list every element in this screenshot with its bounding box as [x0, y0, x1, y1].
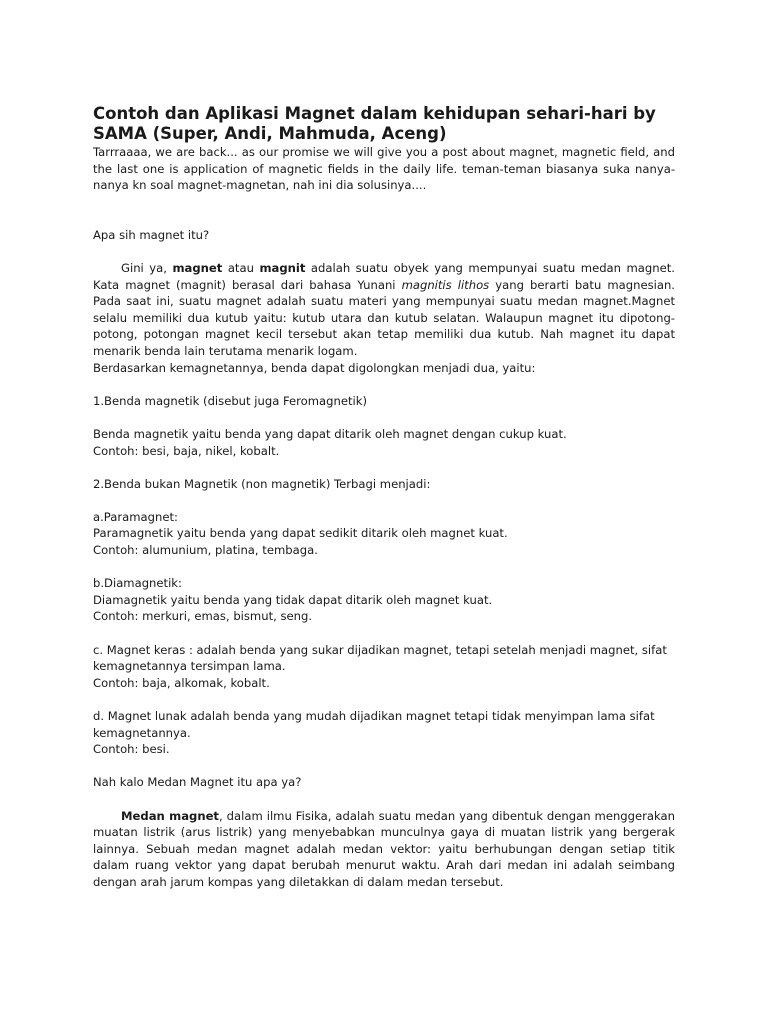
document-title: Contoh dan Aplikasi Magnet dalam kehidupan sehari-hari by SAMA (Super, Andi, Mahmuda, Aceng) [93, 104, 656, 143]
paramagnet-example: Contoh: alumunium, platina, tembaga. [93, 543, 318, 558]
hard-magnet-description: c. Magnet keras : adalah benda yang sukar dijadikan magnet, tetapi setelah menjadi magnet, sifat kemagnetannya tersimpan lama. [93, 642, 667, 674]
question-magnetic-field: Nah kalo Medan Magnet itu apa ya? [93, 775, 302, 790]
paramagnet-description: Paramagnetik yaitu benda yang dapat sedikit ditarik oleh magnet kuat. [93, 526, 508, 541]
diamagnet-description: Diamagnetik yaitu benda yang tidak dapat ditarik oleh magnet kuat. [93, 592, 493, 607]
classification-intro: Berdasarkan kemagnetannya, benda dapat digolongkan menjadi dua, yaitu: [93, 360, 536, 375]
magnet-definition-paragraph: Gini ya, magnet atau magnit adalah suatu obyek yang mempunyai suatu medan magnet. Kata magnet (magnit) berasal dari bahasa Yunani magnitis lithos yang berarti batu magnesian. Pada saat ini, suatu magnet adalah suatu materi yang mempunyai suatu medan magnet.Magnet selalu memiliki dua kutub yaitu: kutub utara dan kutub selatan. Walaupun magnet itu dipotong-potong, potongan magnet kecil tersebut akan tetap memiliki dua kutub. Nah magnet itu dapat menarik benda lain terutama menarik logam. [93, 260, 675, 358]
section-1-heading: 1.Benda magnetik (disebut juga Feromagnetik) [93, 393, 367, 408]
paramagnet-heading: a.Paramagnet: [93, 509, 178, 524]
section-2-heading: 2.Benda bukan Magnetik (non magnetik) Terbagi menjadi: [93, 476, 431, 491]
intro-paragraph: Tarrraaaa, we are back... as our promise we will give you a post about magnet, magnetic field, and the last one is application of magnetic fields in the daily life. teman-teman biasanya suka nanya-nanya kn soal magnet-magnetan, nah ini dia solusinya.... [93, 145, 675, 193]
question-magnet: Apa sih magnet itu? [93, 227, 210, 242]
section-1-description: Benda magnetik yaitu benda yang dapat ditarik oleh magnet dengan cukup kuat. [93, 426, 567, 441]
document-body [93, 104, 675, 891]
diamagnet-example: Contoh: merkuri, emas, bismut, seng. [93, 609, 313, 624]
section-1-example: Contoh: besi, baja, nikel, kobalt. [93, 443, 280, 458]
magnetic-field-paragraph: Medan magnet, dalam ilmu Fisika, adalah suatu medan yang dibentuk dengan menggerakan muatan listrik (arus listrik) yang menyebabkan munculnya gaya di muatan listrik yang bergerak lainnya. Sebuah medan magnet adalah medan vektor: yaitu berhubungan dengan setiap titik dalam ruang vektor yang dapat berubah menurut waktu. Arah dari medan ini adalah seimbang dengan arah jarum kompas yang diletakkan di dalam medan tersebut. [93, 808, 675, 889]
hard-magnet-example: Contoh: baja, alkomak, kobalt. [93, 675, 270, 690]
diamagnet-heading: b.Diamagnetik: [93, 576, 182, 591]
soft-magnet-description: d. Magnet lunak adalah benda yang mudah dijadikan magnet tetapi tidak menyimpan lama sifat kemagnetannya. [93, 709, 655, 740]
soft-magnet-example: Contoh: besi. [93, 742, 170, 757]
